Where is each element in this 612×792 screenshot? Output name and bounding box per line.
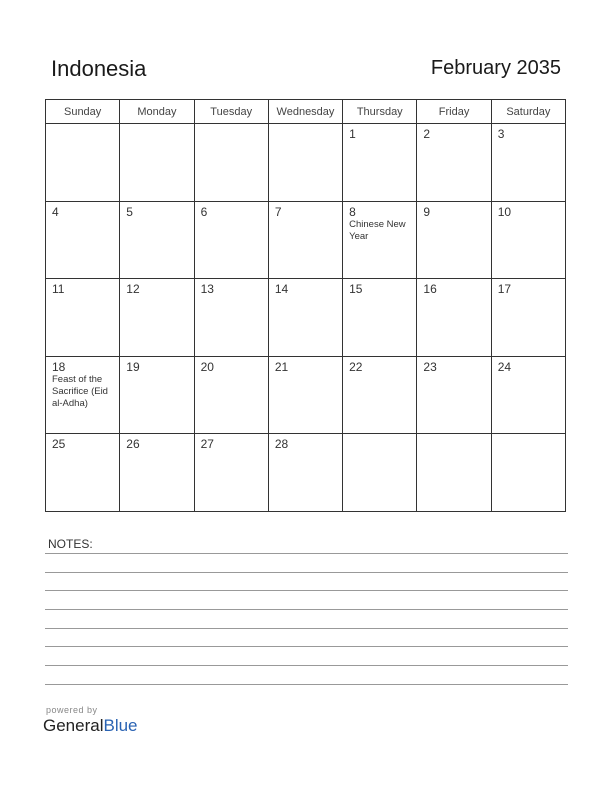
day-number: 16 xyxy=(423,282,437,297)
day-number: 28 xyxy=(274,437,289,452)
day-number: 19 xyxy=(126,359,140,374)
day-cell xyxy=(46,201,120,279)
day-number: 10 xyxy=(497,204,512,219)
day-cell xyxy=(194,279,268,357)
day-number: 18 xyxy=(52,359,66,374)
day-number: 8 xyxy=(349,204,356,219)
day-number: 14 xyxy=(274,282,289,297)
day-number: 21 xyxy=(274,359,289,374)
day-cell xyxy=(120,201,194,279)
notes-line xyxy=(45,572,568,573)
day-cell xyxy=(491,356,565,434)
weekday-thursday: Thursday xyxy=(343,100,417,124)
day-number: 12 xyxy=(126,282,140,297)
day-cell xyxy=(343,279,417,357)
day-cell xyxy=(194,201,268,279)
day-number: 11 xyxy=(52,282,65,297)
week-row xyxy=(46,434,566,512)
day-number: 22 xyxy=(349,359,363,374)
powered-by-label: powered by xyxy=(46,705,98,715)
day-number: 1 xyxy=(349,127,356,141)
country-title: Indonesia xyxy=(51,56,147,81)
day-cell xyxy=(343,124,417,202)
calendar-grid xyxy=(45,99,566,512)
day-cell xyxy=(194,356,268,434)
day-cell xyxy=(268,201,342,279)
day-cell xyxy=(343,201,417,279)
notes-label: NOTES: xyxy=(48,537,93,551)
day-number: 5 xyxy=(126,204,133,219)
notes-line xyxy=(45,609,568,610)
day-cell xyxy=(46,124,120,202)
weekday-tuesday: Tuesday xyxy=(194,100,268,124)
day-cell xyxy=(46,279,120,357)
day-number: 27 xyxy=(200,437,214,452)
notes-line xyxy=(45,646,568,647)
week-row xyxy=(46,356,566,434)
notes-line xyxy=(45,590,568,591)
notes-line xyxy=(45,628,568,629)
day-cell xyxy=(343,434,417,512)
day-number: 25 xyxy=(52,437,66,452)
day-cell xyxy=(417,124,491,202)
day-number: 4 xyxy=(52,204,59,219)
day-cell xyxy=(194,124,268,202)
day-cell xyxy=(268,124,342,202)
day-number: 24 xyxy=(497,359,512,374)
weekday-header-row xyxy=(46,100,566,124)
brand-blue: Blue xyxy=(103,716,138,735)
day-cell xyxy=(491,434,565,512)
day-number: 7 xyxy=(274,204,282,219)
day-cell xyxy=(46,434,120,512)
day-cell xyxy=(268,434,342,512)
day-cell xyxy=(120,279,194,357)
day-cell xyxy=(343,356,417,434)
day-number: 2 xyxy=(423,127,431,141)
day-cell xyxy=(417,279,491,357)
day-cell xyxy=(46,356,120,434)
day-cell xyxy=(491,124,565,202)
notes-line xyxy=(45,684,568,685)
day-cell xyxy=(417,434,491,512)
holiday-event: Feast of the Sacrifice (Eid al-Adha) xyxy=(52,373,108,409)
weekday-sunday: Sunday xyxy=(46,100,120,124)
day-number: 23 xyxy=(423,359,437,374)
day-number: 13 xyxy=(200,282,214,297)
weekday-friday: Friday xyxy=(417,100,491,124)
day-cell xyxy=(417,201,491,279)
notes-line xyxy=(45,665,568,666)
week-row xyxy=(46,279,566,357)
month-title: February 2035 xyxy=(430,57,561,79)
day-number: 3 xyxy=(497,127,505,141)
day-number: 17 xyxy=(497,282,512,297)
day-cell xyxy=(268,279,342,357)
day-cell xyxy=(120,434,194,512)
weekday-wednesday: Wednesday xyxy=(268,100,342,124)
day-cell xyxy=(120,356,194,434)
day-number: 6 xyxy=(200,204,208,219)
day-cell xyxy=(194,434,268,512)
week-row xyxy=(46,201,566,279)
day-cell xyxy=(491,201,565,279)
day-number: 20 xyxy=(200,359,214,374)
holiday-event: Chinese New Year xyxy=(349,218,406,242)
day-cell xyxy=(491,279,565,357)
day-number: 9 xyxy=(423,204,431,219)
week-row xyxy=(46,124,566,202)
day-cell xyxy=(120,124,194,202)
day-cell xyxy=(268,356,342,434)
day-number: 15 xyxy=(349,282,363,297)
generalblue-logo[interactable] xyxy=(43,716,138,736)
weekday-saturday: Saturday xyxy=(491,100,565,124)
day-cell xyxy=(417,356,491,434)
day-number: 26 xyxy=(126,437,140,452)
brand-general: General xyxy=(43,716,104,735)
notes-line xyxy=(45,553,568,554)
weekday-monday: Monday xyxy=(120,100,194,124)
